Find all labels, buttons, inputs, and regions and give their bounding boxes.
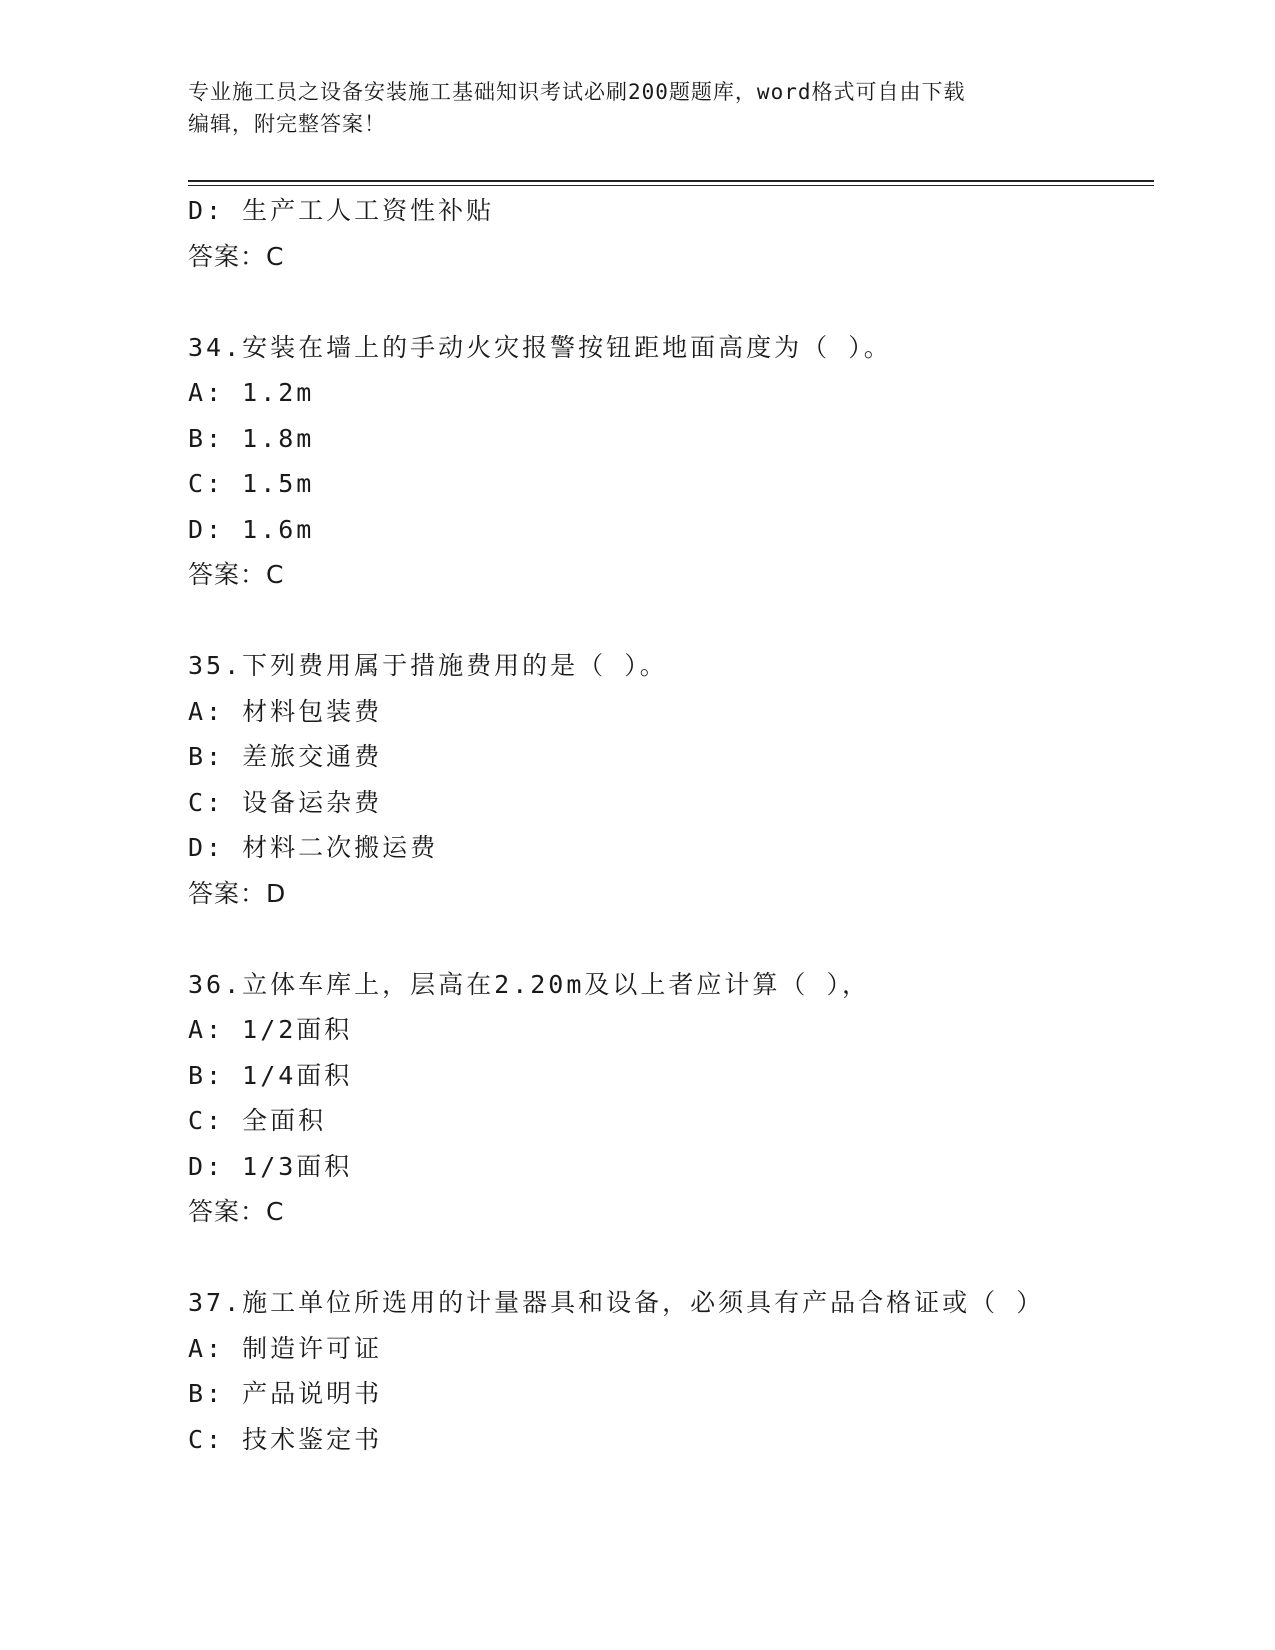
answer-line: 答案：C — [188, 1197, 285, 1226]
option-c: C: 1.5m — [188, 469, 315, 498]
option-a: A: 材料包装费 — [188, 696, 383, 726]
option-a: A: 1/2面积 — [188, 1015, 353, 1044]
spacer — [188, 279, 1148, 325]
option-d: D: 1/3面积 — [188, 1151, 353, 1181]
option-a: A: 制造许可证 — [188, 1333, 383, 1363]
option-d: D: 1.6m — [188, 514, 315, 544]
document-header — [188, 76, 1068, 140]
spacer — [188, 1235, 1148, 1281]
option-d: D: 生产工人工资性补贴 — [188, 196, 495, 225]
answer-line: 答案：C — [188, 560, 285, 589]
option-a: A: 1.2m — [188, 378, 315, 407]
question-stem-34: 34.安装在墙上的手动火灾报警按钮距地面高度为（ ）。 — [188, 332, 892, 362]
option-c: C: 全面积 — [188, 1106, 327, 1135]
spacer — [188, 916, 1148, 962]
question-stem-36: 36.立体车库上，层高在2.20m及以上者应计算（ ）， — [188, 969, 870, 999]
option-b: B: 1.8m — [188, 423, 315, 453]
header-divider — [188, 180, 1154, 182]
option-b: B: 差旅交通费 — [188, 742, 383, 771]
option-d: D: 材料二次搬运费 — [188, 833, 439, 862]
answer-line: 答案：C — [188, 241, 285, 271]
option-b: B: 产品说明书 — [188, 1379, 383, 1408]
spacer — [188, 598, 1148, 644]
question-stem-35: 35.下列费用属于措施费用的是（ ）。 — [188, 651, 668, 680]
option-c: C: 技术鉴定书 — [188, 1424, 383, 1454]
header-title-line-2: 编辑，附完整答案！ — [188, 112, 386, 136]
question-list — [188, 188, 1148, 1462]
question-stem-37: 37.施工单位所选用的计量器具和设备，必须具有产品合格证或（ ） — [188, 1288, 1045, 1317]
answer-line: 答案：D — [188, 878, 287, 908]
header-divider-thin — [188, 185, 1154, 186]
header-title-line-1: 专业施工员之设备安装施工基础知识考试必刷200题题库，word格式可自由下载 — [188, 80, 966, 104]
option-c: C: 设备运杂费 — [188, 787, 383, 817]
option-b: B: 1/4面积 — [188, 1060, 353, 1090]
